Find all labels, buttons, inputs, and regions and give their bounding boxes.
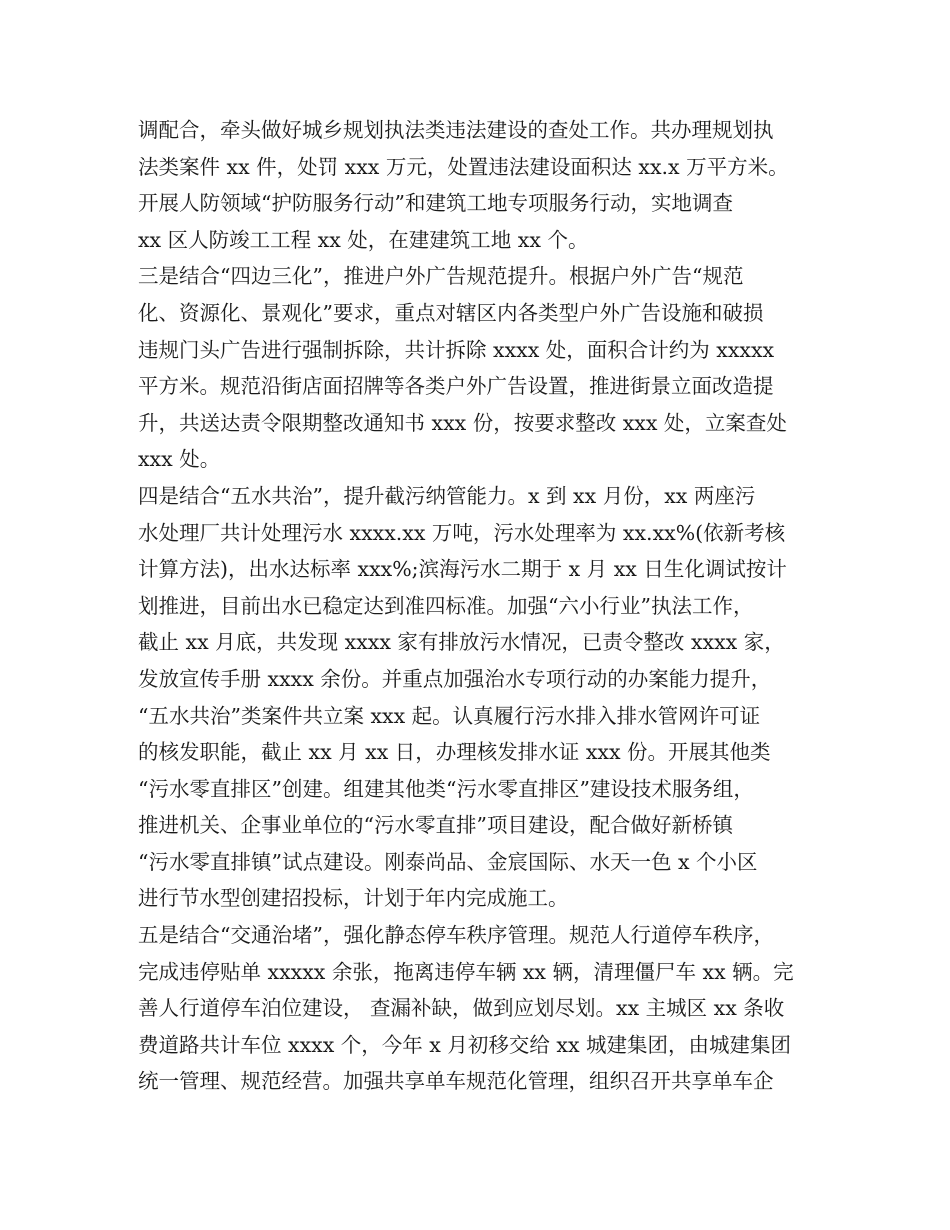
text-line: 化、资源化、景观化”要求，重点对辖区内各类型户外广告设施和破损 [138,300,764,325]
text-line: 费道路共计车位 xxxx 个，今年 x 月初移交给 xx 城建集团，由城建集团 [138,1032,792,1057]
text-line: xx 区人防竣工工程 xx 处，在建建筑工地 xx 个。 [138,227,589,252]
text-line: 统一管理、规范经营。加强共享单车规范化管理，组织召开共享单车企 [138,1069,774,1094]
text-line: 法类案件 xx 件，处罚 xxx 万元，处置违法建设面积达 xx.x 万平方米。 [138,154,789,179]
text-line: 水处理厂共计处理污水 xxxx.xx 万吨，污水处理率为 xx.xx%(依新考核 [138,520,786,545]
text-line: 截止 xx 月底，共发现 xxxx 家有排放污水情况，已责令整改 xxxx 家， [138,630,785,655]
text-line: 三是结合“四边三化”，推进户外广告规范提升。根据户外广告“规范 [138,264,744,289]
text-line: “五水共治”类案件共立案 xxx 起。认真履行污水排入排水管网许可证 [138,703,761,728]
text-line: 四是结合“五水共治”，提升截污纳管能力。x 到 xx 月份，xx 两座污 [138,483,756,508]
document-body [138,112,828,1100]
text-line: 完成违停贴单 xxxxx 余张，拖离违停车辆 xx 辆，清理僵尸车 xx 辆。完 [138,959,794,984]
text-line: “污水零直排镇”试点建设。刚泰尚品、金宸国际、水天一色 x 个小区 [138,849,758,874]
text-line: 平方米。规范沿街店面招牌等各类户外广告设置，推进街景立面改造提 [138,374,774,399]
text-line: 违规门头广告进行强制拆除，共计拆除 xxxx 处，面积合计约为 xxxxx [138,337,775,362]
text-line: 进行节水型创建招投标，计划于年内完成施工。 [138,886,569,911]
text-line: “污水零直排区”创建。组建其他类“污水零直排区”建设技术服务组， [138,776,754,801]
text-line: 推进机关、企事业单位的“污水零直排”项目建设，配合做好新桥镇 [138,813,733,838]
text-line: 调配合，牵头做好城乡规划执法类违法建设的查处工作。共办理规划执 [138,118,774,142]
text-line: 划推进，目前出水已稳定达到准四标准。加强“六小行业”执法工作， [138,593,754,618]
text-line: 计算方法)，出水达标率 xxx%;滨海污水二期于 x 月 xx 日生化调试按计 [138,557,787,582]
text-line: 五是结合“交通治堵”，强化静态停车秩序管理。规范人行道停车秩序， [138,923,774,948]
text-line: 发放宣传手册 xxxx 余份。并重点加强治水专项行动的办案能力提升， [138,666,772,691]
text-line: 升，共送达责令限期整改通知书 xxx 份，按要求整改 xxx 处，立案查处 [138,410,787,435]
text-line: 善人行道停车泊位建设， 查漏补缺，做到应划尽划。xx 主城区 xx 条收 [138,996,785,1021]
text-line: 开展人防领域“护防服务行动”和建筑工地专项服务行动，实地调查 [138,191,733,216]
text-line: 的核发职能，截止 xx 月 xx 日，办理核发排水证 xxx 份。开展其他类 [138,740,771,765]
text-line: xxx 处。 [138,447,221,472]
